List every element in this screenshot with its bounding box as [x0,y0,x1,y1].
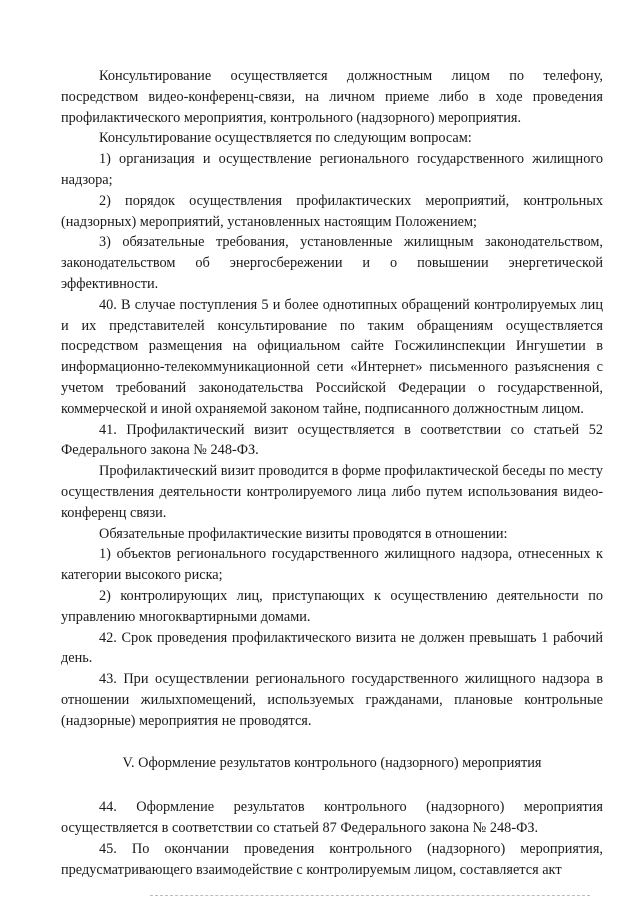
paragraph-41: 41. Профилактический визит осуществляется в соответствии со статьей 52 Федерального закона № 248-ФЗ. [61,421,603,459]
paragraph-45: 45. По окончании проведения контрольного (надзорного) мероприятия, предусматривающего взаимодействие с контролируемым лицом, составляется акт [61,840,603,878]
document-page [61,66,603,880]
list-item-topic-1: 1) организация и осуществление регионального государственного жилищного надзора; [61,151,603,188]
paragraph-40: 40. В случае поступления 5 и более однотипных обращений контролируемых лиц и их представителей консультирование по таким обращениям осуществляется посредством размещения на официальном сайте Госжилинспекции Ингушетии в информационно-телекоммуникационной сети «Интернет» письменного разъяснения с учетом требований законодательства Российской Федерации о государственной, коммерческой и иной охраняемой законом тайне, подписанного должностным лицом. [61,296,603,417]
list-item-topic-2: 2) порядок осуществления профилактических мероприятий, контрольных (надзорных) мероприятий, установленных настоящим Положением; [61,192,603,230]
paragraph-42: 42. Срок проведения профилактического визита не должен превышать 1 рабочий день. [61,629,603,667]
paragraph-consulting-topics: Консультирование осуществляется по следующим вопросам: [99,130,472,147]
paragraph-44: 44. Оформление результатов контрольного (надзорного) мероприятия осуществляется в соответствии со статьей 87 Федерального закона № 248-ФЗ. [61,799,603,837]
section-heading: V. Оформление результатов контрольного (надзорного) мероприятия [122,754,542,771]
list-item-visit-1: 1) объектов регионального государственного жилищного надзора, отнесенных к категории высокого риска; [61,546,603,584]
scan-artifact-line [150,895,590,897]
paragraph-consulting-methods: Консультирование осуществляется должностным лицом по телефону, посредством видео-конференц-связи, на личном приеме либо в ходе проведения профилактического мероприятия, контрольного (надзорного) мероприятия. [61,68,603,126]
list-item-topic-3: 3) обязательные требования, установленные жилищным законодательством, законодательством об энергосбережении и о повышении энергетической эффективности. [61,234,603,292]
paragraph-mandatory-visits: Обязательные профилактические визиты проводятся в отношении: [99,525,508,542]
paragraph-43: 43. При осуществлении регионального государственного жилищного надзора в отношении жилыхпомещений, используемых гражданами, плановые контрольные (надзорные) мероприятия не проводятся. [61,671,603,729]
list-item-visit-2: 2) контролирующих лиц, приступающих к осуществлению деятельности по управлению многоквартирными домами. [61,587,603,625]
paragraph-visit-form: Профилактический визит проводится в форме профилактической беседы по месту осуществления деятельности контролируемого лица либо путем использования видео-конференц связи. [61,463,603,521]
